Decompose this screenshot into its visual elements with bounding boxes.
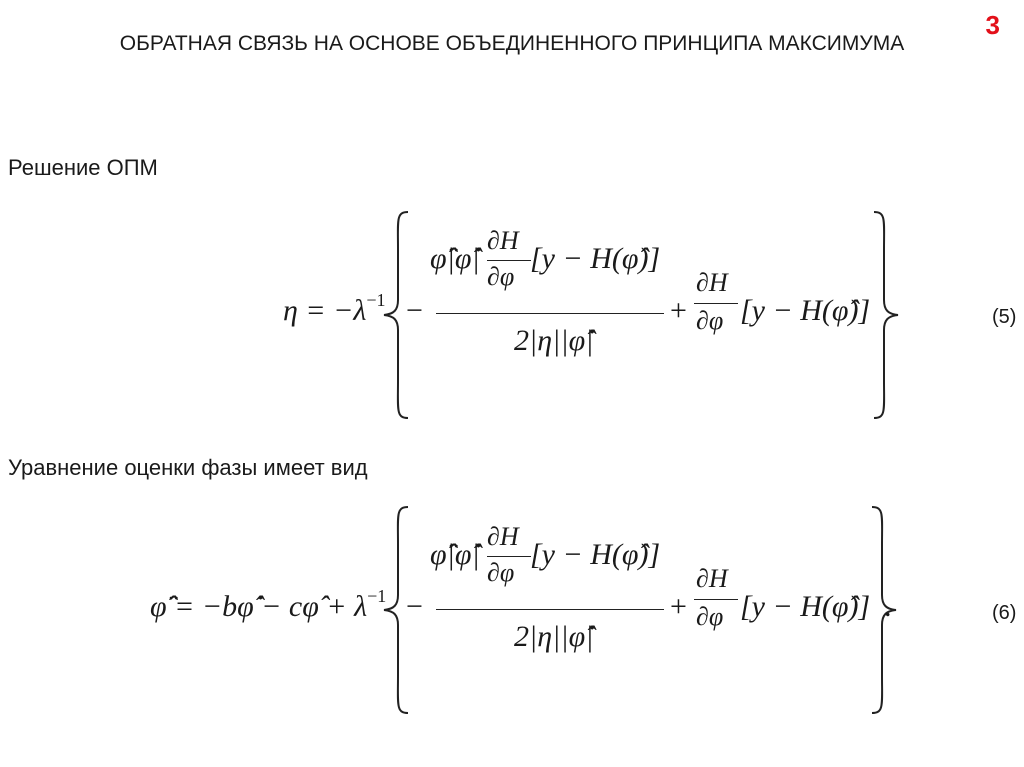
- slide-title: ОБРАТНАЯ СВЯЗЬ НА ОСНОВЕ ОБЪЕДИНЕННОГО ПРИНЦИПА МАКСИМУМА: [119, 32, 905, 55]
- eq5-denominator: 2|η||φ̂̇|: [514, 324, 594, 357]
- eq6-dphi-2: ∂φ: [696, 602, 724, 631]
- eq6-lhs: φ̈̂ = −bφ̂̇ − cφ̂ + $\lambda^{-1}$: [150, 586, 387, 623]
- eq6-denominator: 2|η||φ̂̇|: [514, 620, 594, 653]
- eq5-dphi: ∂φ: [487, 262, 515, 291]
- eq5-minus: −: [406, 294, 423, 327]
- eq5-inner-frac-line: [487, 260, 531, 261]
- eq6-num-factor: φ̈̂|φ̂̇|: [430, 538, 480, 571]
- eq6-plus: +: [670, 590, 687, 623]
- section-heading-solution: Решение ОПМ: [8, 155, 158, 180]
- eq6-inner-frac-line: [487, 556, 531, 557]
- eq5-dH: ∂H: [487, 226, 519, 255]
- eq5-frac2-line: [694, 303, 738, 304]
- equation-number-5: (5): [992, 306, 1017, 328]
- eq5-num-factor: φ̈̂|φ̂̇|: [430, 242, 480, 275]
- section-heading-phase-equation: Уравнение оценки фазы имеет вид: [8, 455, 368, 480]
- eq6-main-frac-line: [436, 609, 664, 610]
- equation-number-6: (6): [992, 602, 1017, 624]
- eq5-plus: +: [670, 294, 687, 327]
- eq5-lhs: $\eta = -\lambda^{-1}$: [283, 290, 386, 327]
- eq5-dphi-2: ∂φ: [696, 306, 724, 335]
- eq6-bracket-2: [y − H(φ̂)]: [740, 590, 871, 623]
- eq6-dH-2: ∂H: [696, 564, 728, 593]
- eq6-minus: −: [406, 590, 423, 623]
- eq5-main-frac-line: [436, 313, 664, 314]
- eq6-dphi: ∂φ: [487, 558, 515, 587]
- slide-number: 3: [985, 10, 1000, 40]
- eq5-bracket-2: [y − H(φ̂)]: [740, 294, 871, 327]
- eq6-frac2-line: [694, 599, 738, 600]
- eq6-dH: ∂H: [487, 522, 519, 551]
- eq6-period: .: [884, 590, 892, 623]
- eq5-right-brace: [872, 210, 902, 420]
- eq6-bracket: [y − H(φ̂)]: [530, 538, 661, 571]
- eq5-dH-2: ∂H: [696, 268, 728, 297]
- eq5-bracket: [y − H(φ̂)]: [530, 242, 661, 275]
